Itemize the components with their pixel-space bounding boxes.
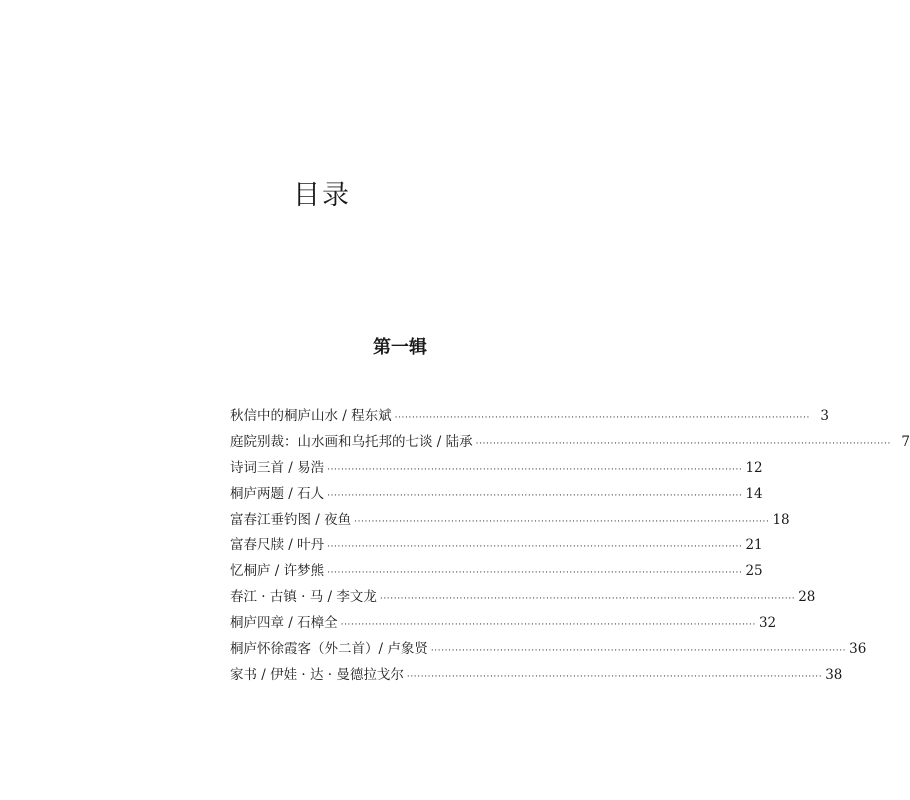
toc-item: [230, 508, 790, 534]
toc-item: [230, 663, 843, 689]
toc-leader: ························································································································: [379, 594, 796, 605]
toc-leader: ························································································································: [327, 568, 743, 579]
toc-leader: ························································································································: [327, 542, 743, 553]
toc-leader: ························································································································: [354, 516, 770, 527]
toc-leader: ························································································································: [327, 490, 743, 501]
toc-leader: ························································································································: [394, 413, 810, 423]
page-title: 目录: [293, 180, 351, 211]
toc-page-number: 32: [758, 615, 777, 632]
toc-leader: ························································································································: [475, 438, 891, 449]
toc-page-number: 7: [901, 433, 910, 450]
toc-leader: ························································································································: [340, 620, 756, 631]
toc-entry-title: 春江 · 古镇 · 马 / 李文龙: [230, 589, 377, 606]
toc-page-number: 36: [849, 641, 867, 658]
toc-leader: ························································································································: [406, 671, 823, 682]
toc-entry-title: 家书 / 伊娃 · 达 · 曼德拉戈尔: [230, 666, 404, 683]
toc-page-number: 14: [745, 485, 763, 502]
toc-entry-title: 桐庐两题 / 石人: [230, 485, 325, 502]
toc-item: [230, 456, 763, 482]
toc-leader: ························································································································: [327, 464, 743, 475]
toc-item: [230, 430, 910, 456]
toc-page-number: 18: [772, 511, 790, 528]
toc-item: [230, 611, 777, 637]
toc-item: [230, 585, 816, 611]
toc-entry-title: 秋信中的桐庐山水 / 程东斌: [230, 408, 392, 424]
toc-page-number: 12: [745, 459, 763, 476]
toc-entry-title: 忆桐庐 / 许梦熊: [230, 563, 325, 580]
toc-entry-title: 桐庐怀徐霞客（外二首）/ 卢象贤: [230, 641, 428, 658]
toc-page-number: 3: [820, 408, 829, 424]
toc-page-number: 21: [745, 537, 763, 554]
toc-entry-title: 诗词三首 / 易浩: [230, 459, 325, 476]
toc-entry-title: 庭院别裁：山水画和乌托邦的七谈 / 陆承: [230, 433, 473, 450]
toc-entry-title: 富春尺牍 / 叶丹: [230, 537, 325, 554]
toc-item: [230, 533, 763, 559]
section-title: 第一辑: [373, 337, 427, 358]
toc-page-number: 25: [745, 563, 763, 580]
toc-list: [230, 404, 910, 689]
toc-page-number: 38: [825, 666, 843, 683]
toc-page-number: 28: [798, 589, 816, 606]
toc-item: [230, 637, 867, 663]
toc-item: [230, 482, 763, 508]
toc-entry-title: 桐庐四章 / 石樟全: [230, 615, 338, 632]
toc-item: [230, 559, 763, 585]
toc-entry-title: 富春江垂钓图 / 夜鱼: [230, 511, 352, 528]
toc-item: [230, 404, 829, 430]
toc-leader: ························································································································: [430, 646, 847, 657]
